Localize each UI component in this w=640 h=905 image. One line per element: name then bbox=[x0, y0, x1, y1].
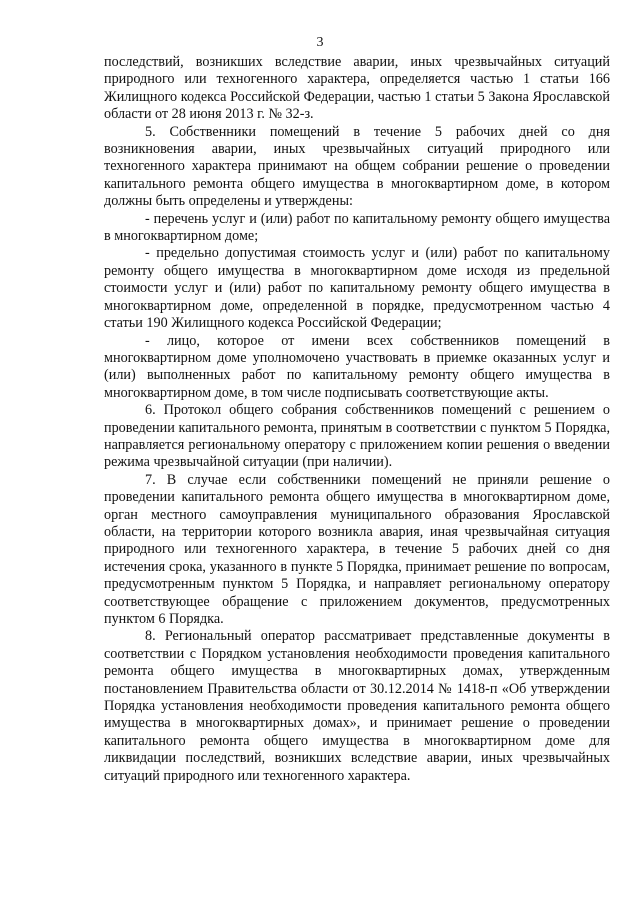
paragraph-continuation: последствий, возникших вследствие аварии, иных чрезвычайных ситуаций природного или техногенного характера, определяется частью 1 статьи 166 Жилищного кодекса Российской Федерации, частью 1 статьи 5 Закона Ярославской области от 28 июня 2013 г. № 32-з. bbox=[104, 54, 610, 123]
paragraph-item-5: 5. Собственники помещений в течение 5 рабочих дней со дня возникновения аварии, иных чрезвычайных ситуаций природного или техногенного характера принимают на общем собрании решение о проведении капитального ремонта общего имущества в многоквартирном доме, в котором должны быть определены и утверждены: bbox=[104, 123, 610, 210]
page-number: 3 bbox=[316, 35, 324, 50]
list-item-services: - перечень услуг и (или) работ по капитальному ремонту общего имущества в многоквартирном доме; bbox=[104, 210, 610, 245]
paragraph-item-7: 7. В случае если собственники помещений не приняли решение о проведении капитального ремонта общего имущества в многоквартирном доме, орган местного самоуправления муниципального образования Ярославской области, на территории которого возникла авария, иная чрезвычайная ситуация природного или техногенного характера, в течение 5 рабочих дней со дня истечения срока, указанного в пункте 5 Порядка, принимает решение по вопросам, предусмотренным пунктом 5 Порядка, и направляет региональному оператору соответствующее обращение с приложением документов, предусмотренных пунктом 6 Порядка. bbox=[104, 471, 610, 627]
paragraph-item-8: 8. Региональный оператор рассматривает представленные документы в соответствии с Порядком установления необходимости проведения капитального ремонта общего имущества в многоквартирных домах, утвержденным постановлением Правительства области от 30.12.2014 № 1418-п «Об утверждении Порядка установления необходимости проведения капитального ремонта общего имущества в многоквартирных домах», и принимает решение о проведении капитального ремонта общего имущества в многоквартирном доме для ликвидации последствий, возникших вследствие аварии, иных чрезвычайных ситуаций природного или техногенного характера. bbox=[104, 628, 610, 784]
list-item-authorized-person: - лицо, которое от имени всех собственников помещений в многоквартирном доме уполномочено участвовать в приемке оказанных услуг и (или) выполненных работ по капитальному ремонту общего имущества в многоквартирном доме, в том числе подписывать соответствующие акты. bbox=[104, 332, 610, 401]
paragraph-item-6: 6. Протокол общего собрания собственников помещений с решением о проведении капитального ремонта, принятым в соответствии с пунктом 5 Порядка, направляется региональному оператору с приложением копии решения о введении режима чрезвычайной ситуации (при наличии). bbox=[104, 402, 610, 471]
document-body bbox=[104, 54, 610, 785]
list-item-max-cost: - предельно допустимая стоимость услуг и (или) работ по капитальному ремонту общего имущества в многоквартирном доме исходя из предельной стоимости услуг и (или) работ по капитальному ремонту общего имущества в многоквартирном доме, определенной в порядке, предусмотренном частью 4 статьи 190 Жилищного кодекса Российской Федерации; bbox=[104, 245, 610, 332]
